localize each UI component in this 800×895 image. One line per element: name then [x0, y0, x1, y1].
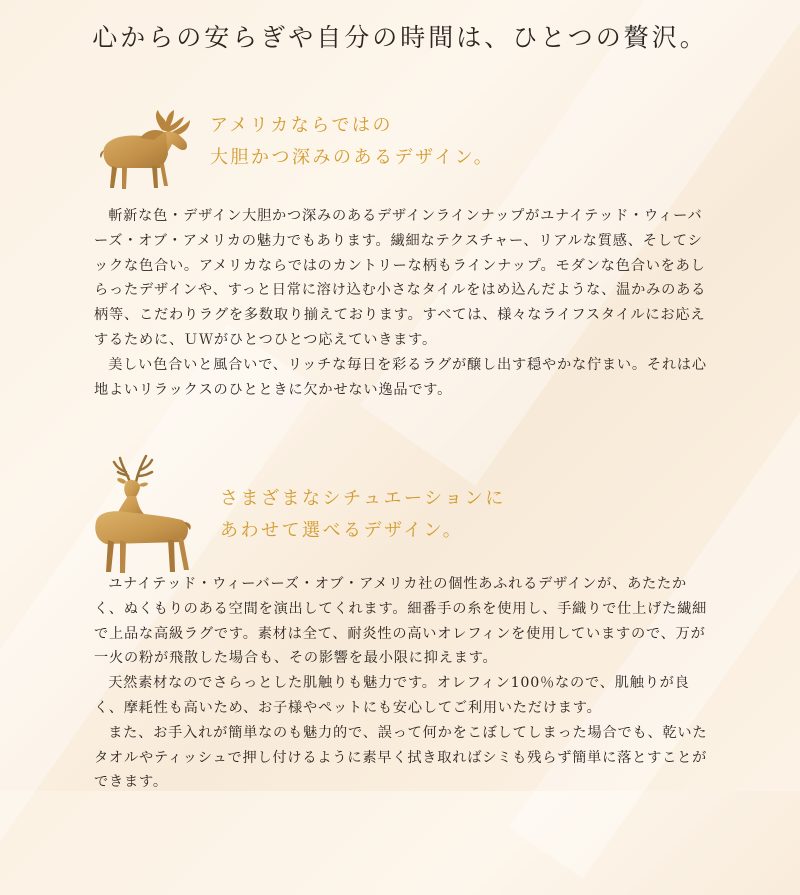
- section1-paragraph-2: 美しい色合いと風合いで、リッチな毎日を彩るラグが醸し出す穏やかな佇まい。それは心地よいリラックスのひとときに欠かせない逸品です。: [94, 356, 707, 398]
- section1-subhead: [210, 110, 494, 174]
- page-headline: 心からの安らぎや自分の時間は、ひとつの贅沢。: [92, 23, 708, 52]
- section2-subhead: [220, 483, 506, 547]
- moose-icon: [94, 108, 198, 192]
- section1-body: [94, 204, 708, 402]
- section2-paragraph-3: また、お手入れが簡単なのも魅力的で、誤って何かをこぼしてしまった場合でも、乾いたタオルやティッシュで押し付けるように素早く拭き取ればシミも残らず簡単に落とすことができます。: [94, 724, 708, 791]
- section1-subhead-line2: 大胆かつ深みのあるデザイン。: [210, 147, 495, 168]
- section2-subhead-line2: あわせて選べるデザイン。: [220, 520, 464, 541]
- section2-subhead-line1: さまざまなシチュエーションに: [220, 488, 506, 509]
- deer-icon: [86, 452, 196, 576]
- section2-paragraph-2: 天然素材なのでさらっとした肌触りも魅力です。オレフィン100％なので、肌触りが良く、摩耗性も高いため、お子様やペットにも安心してご利用いただけます。: [94, 675, 690, 716]
- section2-body: [94, 572, 708, 795]
- section1-subhead-line1: アメリカならではの: [210, 115, 394, 136]
- section2-paragraph-1: ユナイテッド・ウィーバーズ・オブ・アメリカ社の個性あふれるデザインが、あたたかく、ぬくもりのある空間を演出してくれます。細番手の糸を使用し、手織りで仕上げた繊細で上品な高級ラグです。素材は全て、耐炎性の高いオレフィンを使用していますので、万が一火の粉が飛散した場合も、その影響を最小限に抑えます。: [94, 576, 708, 667]
- section1-paragraph-1: 斬新な色・デザイン大胆かつ深みのあるデザインラインナップがユナイテッド・ウィーバーズ・オブ・アメリカの魅力でもあります。繊細なテクスチャー、リアルな質感、そしてシックな色合い。アメリカならではのカントリーな柄もラインナップ。モダンな色合いをあしらったデザインや、すっと日常に溶け込む小さなタイルをはめ込んだような、温かみのある柄等、こだわりラグを多数取り揃えております。すべては、様々なライフスタイルにお応えするために、ＵＷがひとつひとつ応えていきます。: [94, 208, 707, 348]
